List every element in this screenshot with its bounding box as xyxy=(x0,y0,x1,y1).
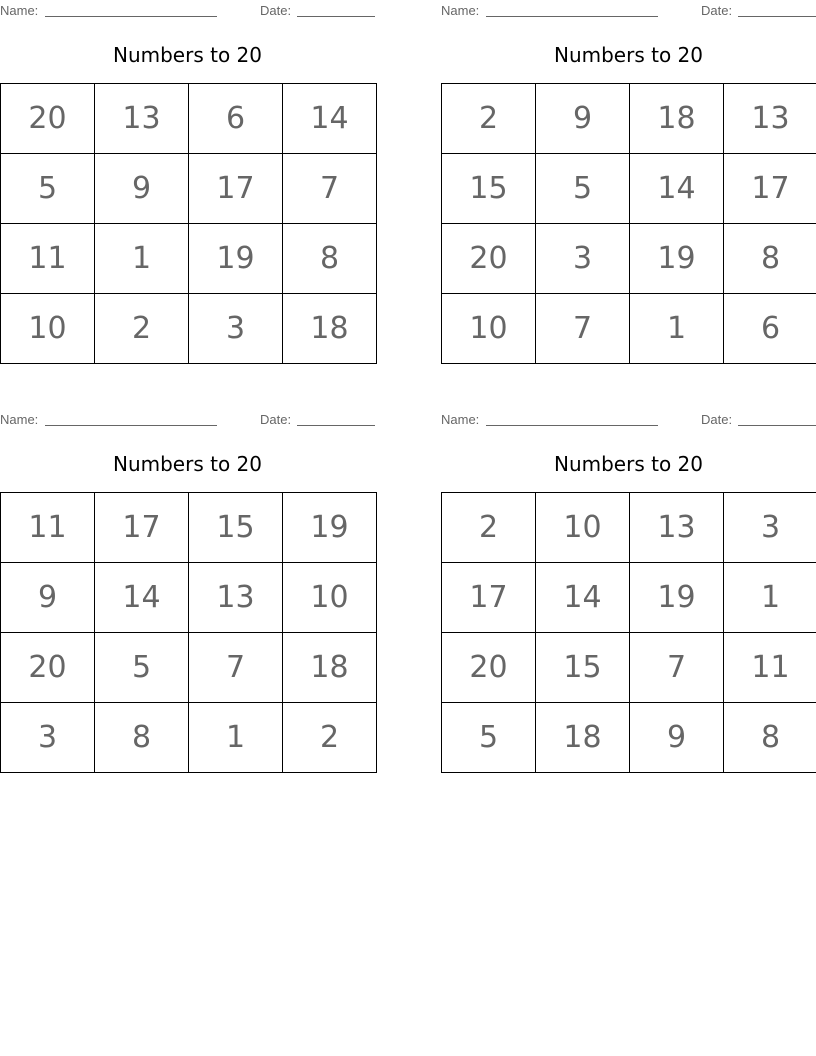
grid-cell: 1 xyxy=(95,224,189,294)
grid-cell: 18 xyxy=(283,294,377,364)
number-grid xyxy=(0,492,377,773)
grid-cell: 5 xyxy=(536,154,630,224)
grid-cell: 20 xyxy=(1,633,95,703)
grid-cell: 9 xyxy=(1,563,95,633)
date-label: Date: xyxy=(701,3,733,18)
worksheet xyxy=(441,0,816,370)
date-label: Date: xyxy=(260,412,292,427)
grid-cell: 14 xyxy=(536,563,630,633)
grid-cell: 9 xyxy=(536,84,630,154)
grid-cell: 7 xyxy=(630,633,724,703)
grid-row xyxy=(442,633,816,703)
grid-cell: 8 xyxy=(724,703,816,773)
grid-cell: 3 xyxy=(724,493,816,563)
grid-cell: 14 xyxy=(283,84,377,154)
name-label: Name: xyxy=(441,412,480,427)
grid-row xyxy=(442,84,816,154)
grid-cell: 20 xyxy=(442,224,536,294)
grid-cell: 1 xyxy=(189,703,283,773)
date-field[interactable] xyxy=(738,425,816,426)
grid-cell: 17 xyxy=(189,154,283,224)
grid-row xyxy=(1,703,377,773)
worksheet xyxy=(0,0,375,370)
worksheet-title: Numbers to 20 xyxy=(553,452,703,476)
grid-cell: 13 xyxy=(95,84,189,154)
grid-cell: 20 xyxy=(1,84,95,154)
date-label: Date: xyxy=(260,3,292,18)
grid-row xyxy=(442,224,816,294)
worksheet-title: Numbers to 20 xyxy=(112,452,262,476)
grid-row xyxy=(442,154,816,224)
grid-cell: 11 xyxy=(724,633,816,703)
grid-cell: 7 xyxy=(536,294,630,364)
grid-cell: 11 xyxy=(1,493,95,563)
grid-cell: 6 xyxy=(189,84,283,154)
name-field[interactable] xyxy=(486,16,658,17)
date-field[interactable] xyxy=(738,16,816,17)
grid-cell: 13 xyxy=(189,563,283,633)
grid-cell: 9 xyxy=(95,154,189,224)
number-grid xyxy=(0,83,377,364)
grid-cell: 19 xyxy=(630,224,724,294)
grid-cell: 5 xyxy=(442,703,536,773)
grid-cell: 18 xyxy=(536,703,630,773)
grid-cell: 10 xyxy=(442,294,536,364)
name-field[interactable] xyxy=(45,425,217,426)
name-field[interactable] xyxy=(45,16,217,17)
grid-cell: 10 xyxy=(536,493,630,563)
worksheet xyxy=(441,409,816,779)
grid-cell: 2 xyxy=(95,294,189,364)
grid-cell: 8 xyxy=(283,224,377,294)
grid-row xyxy=(442,563,816,633)
grid-cell: 8 xyxy=(724,224,816,294)
grid-row xyxy=(442,493,816,563)
grid-cell: 17 xyxy=(95,493,189,563)
grid-cell: 6 xyxy=(724,294,816,364)
grid-cell: 19 xyxy=(283,493,377,563)
grid-row xyxy=(1,633,377,703)
grid-cell: 3 xyxy=(536,224,630,294)
grid-cell: 14 xyxy=(95,563,189,633)
grid-cell: 17 xyxy=(724,154,816,224)
grid-cell: 19 xyxy=(189,224,283,294)
grid-row xyxy=(1,563,377,633)
grid-cell: 7 xyxy=(189,633,283,703)
grid-cell: 2 xyxy=(442,493,536,563)
grid-cell: 10 xyxy=(283,563,377,633)
grid-cell: 9 xyxy=(630,703,724,773)
grid-cell: 5 xyxy=(95,633,189,703)
grid-cell: 8 xyxy=(95,703,189,773)
grid-cell: 17 xyxy=(442,563,536,633)
grid-cell: 13 xyxy=(630,493,724,563)
grid-cell: 18 xyxy=(283,633,377,703)
grid-row xyxy=(1,84,377,154)
worksheet xyxy=(0,409,375,779)
grid-row xyxy=(1,493,377,563)
grid-cell: 2 xyxy=(283,703,377,773)
grid-cell: 18 xyxy=(630,84,724,154)
number-grid xyxy=(441,492,816,773)
grid-row xyxy=(442,703,816,773)
grid-cell: 3 xyxy=(1,703,95,773)
date-field[interactable] xyxy=(297,16,375,17)
grid-row xyxy=(1,154,377,224)
grid-cell: 5 xyxy=(1,154,95,224)
grid-cell: 10 xyxy=(1,294,95,364)
grid-cell: 15 xyxy=(536,633,630,703)
grid-cell: 7 xyxy=(283,154,377,224)
header-row xyxy=(0,412,375,428)
header-row xyxy=(441,3,816,19)
grid-row xyxy=(1,224,377,294)
header-row xyxy=(441,412,816,428)
worksheet-title: Numbers to 20 xyxy=(112,43,262,67)
name-field[interactable] xyxy=(486,425,658,426)
grid-cell: 2 xyxy=(442,84,536,154)
name-label: Name: xyxy=(0,3,39,18)
grid-cell: 13 xyxy=(724,84,816,154)
grid-cell: 3 xyxy=(189,294,283,364)
grid-cell: 15 xyxy=(442,154,536,224)
grid-row xyxy=(442,294,816,364)
grid-cell: 1 xyxy=(724,563,816,633)
grid-cell: 14 xyxy=(630,154,724,224)
name-label: Name: xyxy=(441,3,480,18)
name-label: Name: xyxy=(0,412,39,427)
header-row xyxy=(0,3,375,19)
worksheet-title: Numbers to 20 xyxy=(553,43,703,67)
grid-row xyxy=(1,294,377,364)
grid-cell: 15 xyxy=(189,493,283,563)
date-label: Date: xyxy=(701,412,733,427)
grid-cell: 20 xyxy=(442,633,536,703)
date-field[interactable] xyxy=(297,425,375,426)
number-grid xyxy=(441,83,816,364)
grid-cell: 19 xyxy=(630,563,724,633)
grid-cell: 1 xyxy=(630,294,724,364)
grid-cell: 11 xyxy=(1,224,95,294)
